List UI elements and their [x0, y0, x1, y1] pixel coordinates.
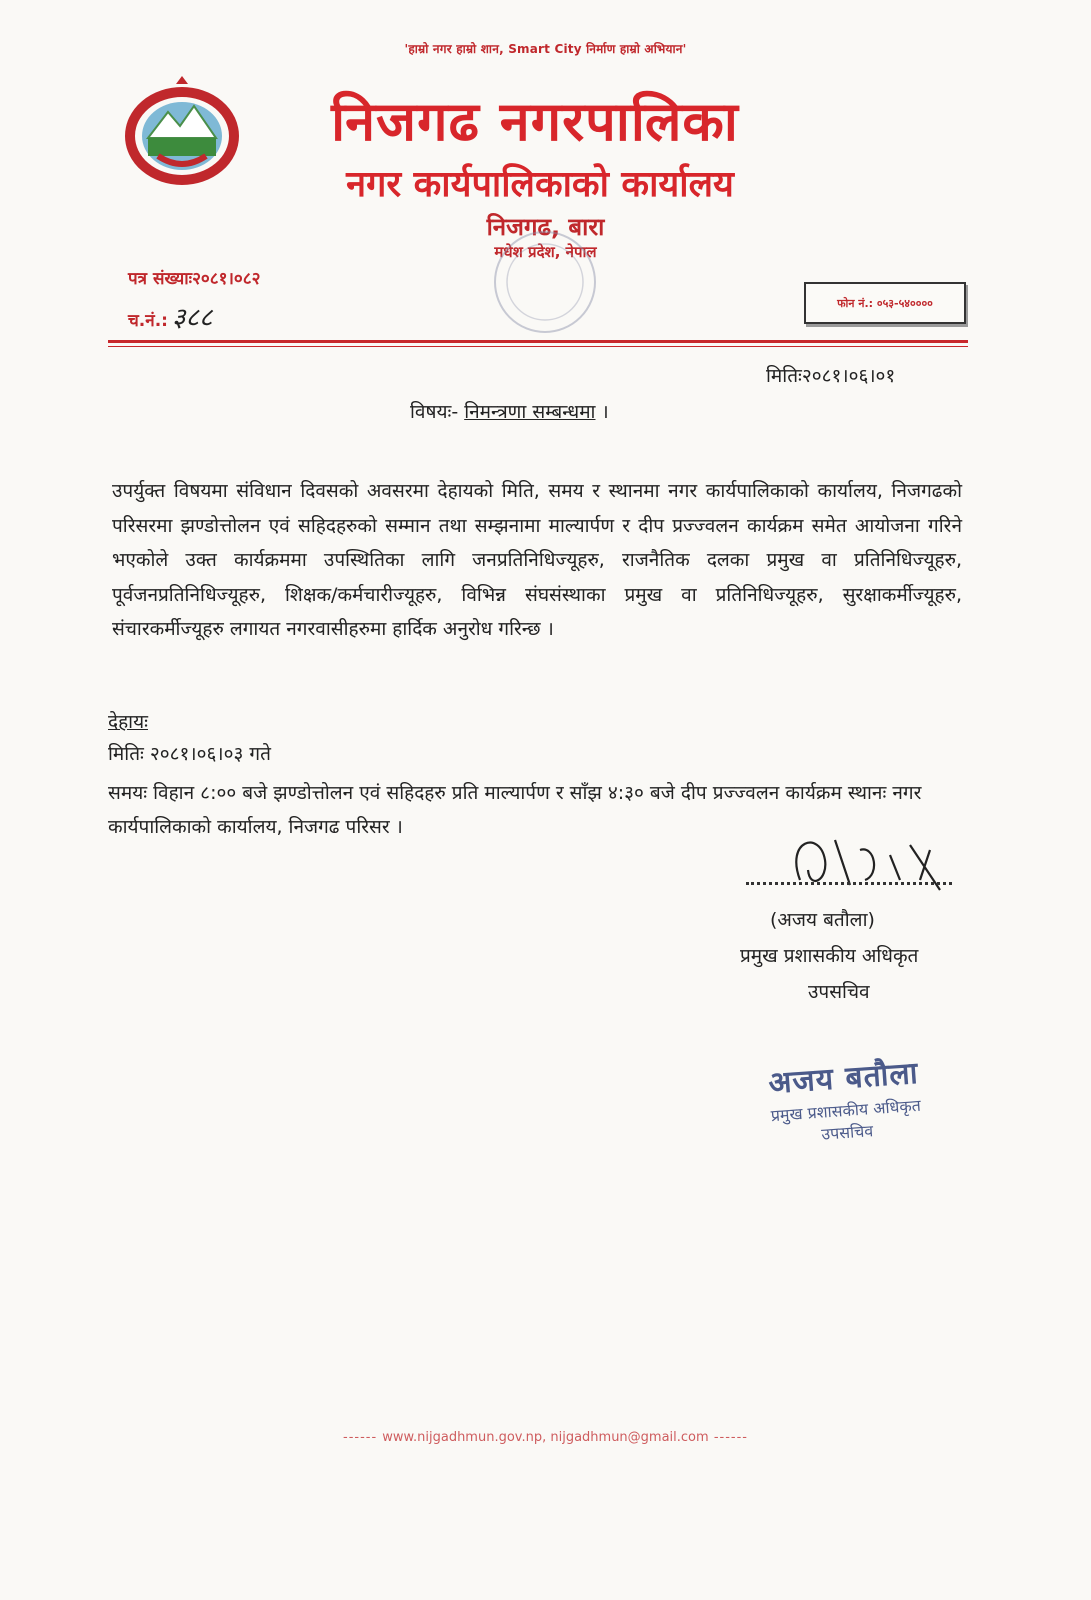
- phone-box: फोन नं.: ०५३-५४००००: [804, 282, 966, 324]
- office-title: नगर कार्यपालिकाको कार्यालय: [346, 164, 734, 205]
- subject-label: विषयः-: [410, 401, 459, 423]
- signature-icon: [780, 820, 950, 900]
- footer-contact: ------ www.nijgadhmun.gov.np, nijgadhmun@gmail.com ------: [343, 1430, 748, 1445]
- subject-text: निमन्त्रणा सम्बन्धमा: [464, 401, 596, 423]
- subject-end: ।: [601, 401, 609, 423]
- footer-contact-text: www.nijgadhmun.gov.np, nijgadhmun@gmail.com: [382, 1430, 709, 1445]
- letter-number: पत्र संख्याः२०८१।०८२: [128, 269, 261, 289]
- stamp-title: प्रमुख प्रशासकीय अधिकृत: [770, 1095, 922, 1126]
- office-seal-icon: [470, 220, 620, 340]
- letter-date: मितिः२०८१।०६।०१: [766, 365, 896, 387]
- name-stamp: [732, 1048, 958, 1150]
- header-divider-thin: [108, 346, 968, 347]
- motto: 'हाम्रो नगर हाम्रो शान, Smart City निर्माण हाम्रो अभियान': [404, 42, 687, 56]
- signature-line: [746, 882, 952, 885]
- signatory-title: प्रमुख प्रशासकीय अधिकृत: [740, 945, 919, 967]
- header-divider: [108, 340, 968, 343]
- nepal-emblem-icon: [118, 76, 246, 186]
- subject-line: [410, 398, 609, 424]
- dispatch-number-row: [128, 298, 213, 334]
- schedule-heading: देहायः: [108, 711, 148, 733]
- stamp-rank: उपसचिव: [820, 1121, 874, 1144]
- stamp-name: अजय बतौला: [767, 1055, 920, 1102]
- dispatch-number: ३८८: [171, 303, 213, 333]
- address-province: मधेश प्रदेश, नेपाल: [494, 243, 597, 261]
- schedule-time-place: समयः विहान ८:०० बजे झण्डोत्तोलन एवं सहिदहरु प्रति माल्यार्पण र साँझ ४:३० बजे दीप प्रज्ज्वलन कार्यक्रम स्थानः नगर कार्यपालिकाको कार्यालय, निजगढ परिसर ।: [108, 782, 922, 838]
- schedule-date: मितिः २०८१।०६।०३ गते: [108, 743, 271, 765]
- municipality-title: निजगढ नगरपालिका: [331, 90, 739, 153]
- signatory-rank: उपसचिव: [808, 981, 870, 1003]
- dispatch-label: च.नं.:: [128, 311, 168, 331]
- signatory-name: (अजय बतौला): [770, 909, 875, 931]
- address-district: निजगढ, बारा: [486, 213, 605, 241]
- letter-body: उपर्युक्त विषयमा संविधान दिवसको अवसरमा देहायको मिति, समय र स्थानमा नगर कार्यपालिकाको कार्यालय, निजगढको परिसरमा झण्डोत्तोलन एवं सहिदहरुको सम्मान तथा सम्झनामा माल्यार्पण र दीप प्रज्ज्वलन कार्यक्रम समेत आयोजना गरिने भएकोले उक्त कार्यक्रममा उपस्थितिका लागि जनप्रतिनिधिज्यूहरु, राजनैतिक दलका प्रमुख वा प्रतिनिधिज्यूहरु, पूर्वजनप्रतिनिधिज्यूहरु, शिक्षक/कर्मचारीज्यूहरु, विभिन्न संघसंस्थाका प्रमुख वा प्रतिनिधिज्यूहरु, सुरक्षाकर्मीज्यूहरु, संचारकर्मीज्यूहरु लगायत नगरवासीहरुमा हार्दिक अनुरोध गरिन्छ ।: [112, 480, 962, 640]
